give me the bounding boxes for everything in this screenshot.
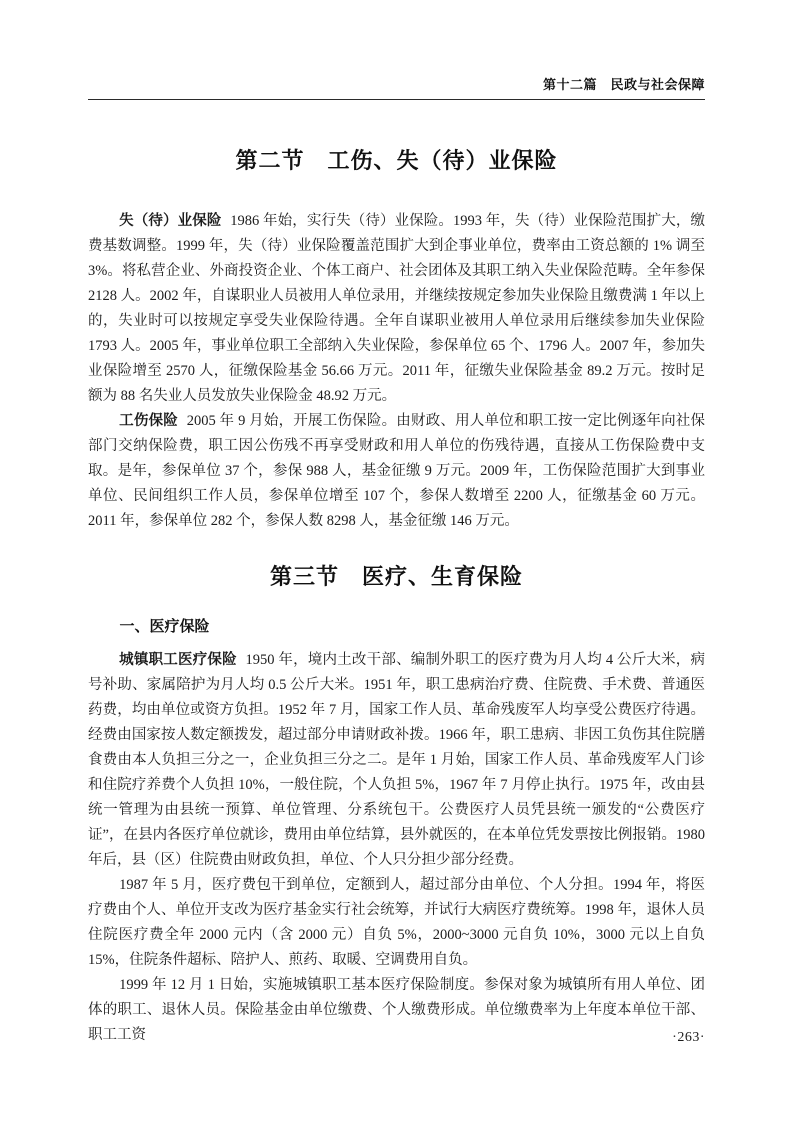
paragraph-work-injury-insurance xyxy=(88,409,705,534)
paragraph-text: 1987 年 5 月，医疗费包干到单位，定额到人，超过部分由单位、个人分担。1994 年，将医疗费由个人、单位开支改为医疗基金实行社会统筹，并试行大病医疗费统筹。1998 年，退休人员住院医疗费全年 2000 元内（含 2000 元）自负 5%，2000~3000 元自负 10%，3000 元以上自负 15%，住院条件超标、陪护人、煎药、取暖、空调费用自负。 xyxy=(88,877,705,968)
paragraph-lead-unemployment-insurance: 失（待）业保险 xyxy=(119,213,222,229)
paragraph-urban-worker-medical-insurance xyxy=(88,648,705,873)
paragraph-unemployment-insurance xyxy=(88,209,705,409)
section-2-title: 第二节 工伤、失（待）业保险 xyxy=(235,148,558,173)
running-header-title: 第十二篇 民政与社会保障 xyxy=(542,77,705,92)
paragraph-text: 1986 年始，实行失（待）业保险。1993 年，失（待）业保险范围扩大，缴费基数调整。1999 年，失（待）业保险覆盖范围扩大到企事业单位，费率由工资总额的 1% 调至 3%。将私营企业、外商投资企业、个体工商户、社会团体及其职工纳入失业保险范畴。全年参保 2128 人。2002 年，自谋职业人员被用人单位录用，并继续按规定参加失业保险且缴费满 1 年以上的，失业时可以按规定享受失业保险待遇。全年自谋职业被用人单位录用后继续参加失业保险 1793 人。2005 年，事业单位职工全部纳入失业保险，参保单位 65 个、1796 人。2007 年，参加失业保险增至 2570 人，征缴保险基金 56.66 万元。2011 年，征缴失业保险基金 89.2 万元。按时足额为 88 名失业人员发放失业保险金 48.92 万元。 xyxy=(88,213,706,404)
section-3-title: 第三节 医疗、生育保险 xyxy=(269,564,523,589)
subsection-medical-insurance-heading: 一、医疗保险 xyxy=(119,618,210,635)
paragraph-text: 1950 年，境内土改干部、编制外职工的医疗费为月人均 4 公斤大米，病号补助、家属陪护为月人均 0.5 公斤大米。1951 年，职工患病治疗费、住院费、手术费、普通医药费，均由单位或资方负担。1952 年 7 月，国家工作人员、革命残废军人均享受公费医疗待遇。经费由国家按人数定额拨发，超过部分申请财政补拨。1966 年，职工患病、非因工负伤其住院膳食费由本人负担三分之一，企业负担三分之二。是年 1 月始，国家工作人员、革命残废军人门诊和住院疗养费个人负担 10%，一般住院，个人负担 5%，1967 年 7 月停止执行。1975 年，改由县统一管理为由县统一预算、单位管理、分系统包干。公费医疗人员凭县统一颁发的“公费医疗证”，在县内各医疗单位就诊，费用由单位结算，县外就医的，在本单位凭发票按比例报销。1980 年后，县（区）住院费由财政负担，单位、个人只分担少部分经费。 xyxy=(88,652,705,868)
page-body xyxy=(88,112,705,1048)
paragraph-lead-urban-worker-medical-insurance: 城镇职工医疗保险 xyxy=(119,652,237,668)
paragraph-text: 2005 年 9 月始，开展工伤保险。由财政、用人单位和职工按一定比例逐年向社保部门交纳保险费，职工因公伤残不再享受财政和用人单位的伤残待遇，直接从工伤保险费中支取。是年，参保单位 37 个，参保 988 人，基金征缴 9 万元。2009 年，工伤保险范围扩大到事业单位、民间组织工作人员，参保单位增至 107 个，参保人数增至 2200 人，征缴基金 60 万元。2011 年，参保单位 282 个，参保人数 8298 人，基金征缴 146 万元。 xyxy=(88,413,705,529)
paragraph-lead-work-injury-insurance: 工伤保险 xyxy=(119,413,179,429)
page-number: ·263· xyxy=(672,1030,705,1045)
header-rule xyxy=(88,99,705,100)
running-header xyxy=(88,74,705,94)
paragraph-medical-fund-reform xyxy=(88,873,705,973)
paragraph-text: 1999 年 12 月 1 日始，实施城镇职工基本医疗保险制度。参保对象为城镇所有用人单位、团体的职工、退休人员。保险基金由单位缴费、个人缴费形成。单位缴费率为上年度本单位干部、职工工资 xyxy=(88,977,705,1043)
